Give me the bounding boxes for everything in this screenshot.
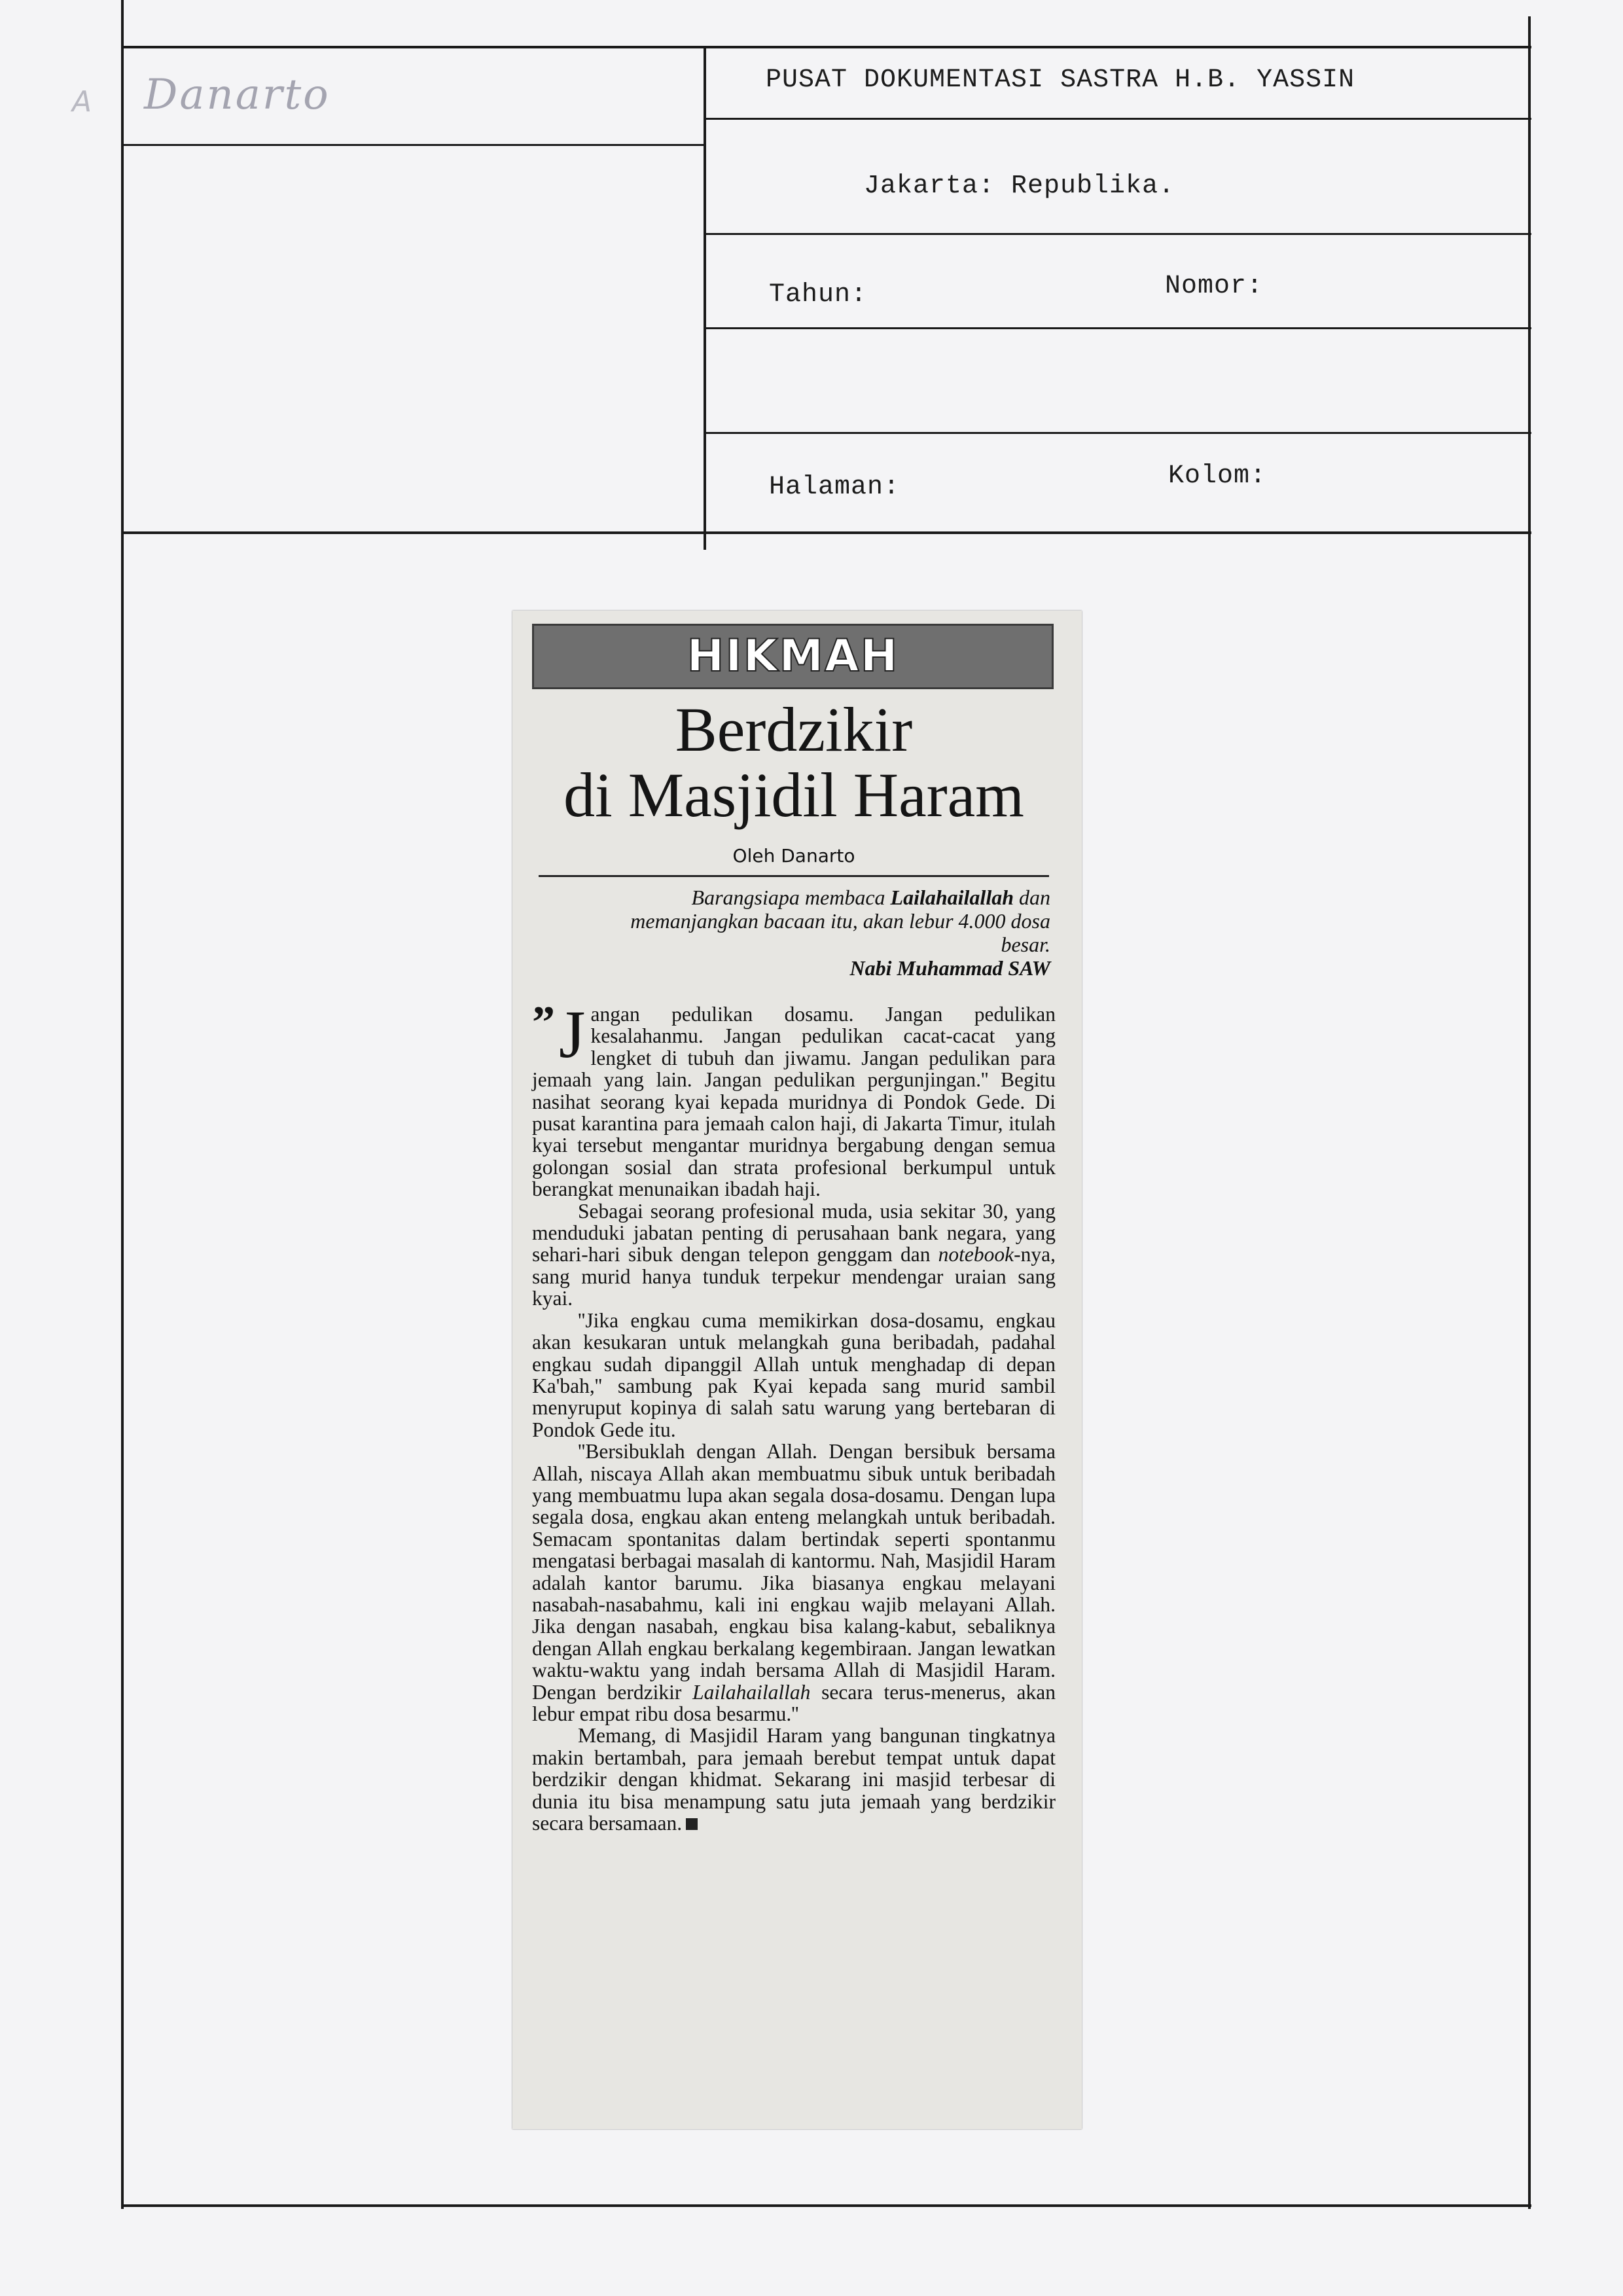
publisher-row-rule	[704, 233, 1531, 235]
paragraph-4-text-end: secara terus-menerus, akan lebur empat ribu dosa besarmu.''	[532, 1680, 1056, 1725]
author-cell-bottom-rule	[121, 144, 704, 146]
paragraph-4	[532, 1441, 1056, 1725]
card-right-border	[1528, 16, 1531, 2209]
epigraph-bold: Lailahailallah	[890, 886, 1014, 909]
article-body	[532, 997, 1056, 1835]
paragraph-4-italic: Lailahailallah	[692, 1680, 811, 1704]
blank-row-rule	[704, 432, 1531, 434]
newspaper-clipping	[512, 611, 1082, 2129]
epigraph-text-end: dan memanjangkan bacaan itu, akan lebur 4.000 dosa besar.	[630, 886, 1050, 956]
end-square-icon	[686, 1818, 698, 1830]
paragraph-1-text: angan pedulikan dosamu. Jangan pedulikan kesalahanmu. Jangan pedulikan cacat-cacat yang lengket di tubuh dan jiwamu. Jangan pedulikan para jemaah yang lain. Jangan pedulikan pergunjingan.'' Begitu nasihat seorang kyai kepada muridnya di Pondok Gede. Di pusat karantina para jemaah calon haji, di Jakarta Timur, itulah kyai tersebut mengantar muridnya bergabung dengan semua golongan sosial dan strata profesional berkumpul untuk berangkat menunaikan ibadah haji.	[532, 1003, 1056, 1201]
number-label: Nomor:	[1165, 272, 1264, 301]
epigraph-source: Nabi Muhammad SAW	[849, 956, 1050, 980]
epigraph-text: Barangsiapa membaca	[691, 886, 891, 909]
publisher-line: Jakarta: Republika.	[864, 171, 1175, 201]
paragraph-2	[532, 1200, 1056, 1310]
header-bottom-rule	[121, 531, 1531, 534]
drop-cap: J	[559, 997, 586, 1072]
card-top-border	[121, 46, 1531, 48]
paragraph-5-text: Memang, di Masjidil Haram yang bangunan tingkatnya makin bertambah, para jemaah berebut tempat untuk dapat berdzikir dengan khidmat. Sekarang ini masjid terbesar di dunia itu bisa menampung satu juta jemaah yang berdzikir secara bersamaan.	[532, 1724, 1056, 1835]
card-left-border	[121, 0, 124, 2209]
institution-name: PUSAT DOKUMENTASI SASTRA H.B. YASSIN	[766, 65, 1355, 95]
headline-line-1: Berdzikir	[675, 694, 913, 764]
paragraph-4-text: ''Bersibuklah dengan Allah. Dengan bersibuk bersama Allah, niscaya Allah akan membuatmu sibuk untuk beribadah yang membuatmu lupa akan segala dosa-dosamu. Dengan lupa segala dosa, engkau akan enteng melangkah untuk beribadah. Semacam spontanitas dalam bertindak seperti spontanmu mengatasi berbagai masalah di kantormu. Nah, Masjidil Haram adalah kantor barumu. Jika biasanya engkau melayani nasabah-nasabahmu, kali ini engkau wajib melayani Allah. Jika dengan nasabah, engkau bisa kalang-kabut, sebaliknya dengan Allah engkau berkalang kegembiraan. Jangan lewatkan waktu-waktu yang indah bersama Allah di Masjidil Haram. Dengan berdzikir	[532, 1440, 1056, 1704]
paragraph-1	[532, 997, 1056, 1201]
opening-quote: ”	[532, 997, 555, 1048]
paragraph-2-text: Sebagai seorang profesional muda, usia sekitar 30, yang menduduki jabatan penting di perusahaan bank negara, yang sehari-hari sibuk dengan telepon genggam dan	[532, 1199, 1056, 1266]
page-label: Halaman:	[769, 473, 901, 502]
paragraph-3: ''Jika engkau cuma memikirkan dosa-dosamu, engkau akan kesukaran untuk melangkah guna beribadah, padahal engkau sudah dipanggil Allah untuk menghadap di depan Ka'bah,'' sambung pak Kyai kepada sang murid sambil menyruput kopinya di salah satu warung yang bertebaran di Pondok Gede itu.	[532, 1308, 1056, 1441]
byline-rule	[539, 875, 1049, 877]
paragraph-2-italic: notebook	[938, 1243, 1014, 1266]
rubric-banner: HIKMAH	[532, 624, 1054, 689]
paragraph-2-text-end: -nya, sang murid hanya tunduk terpekur mendengar uraian sang kyai.	[532, 1243, 1056, 1310]
byline: Oleh Danarto	[732, 845, 855, 867]
epigraph	[591, 886, 1050, 980]
column-label: Kolom:	[1168, 461, 1267, 491]
year-label: Tahun:	[769, 280, 868, 310]
margin-mark: A	[72, 85, 92, 118]
article-headline	[512, 694, 1075, 830]
paragraph-5	[532, 1725, 1056, 1834]
card-bottom-border	[121, 2204, 1531, 2207]
header-vertical-divider	[704, 46, 706, 550]
author-handwritten: Danarto	[144, 71, 330, 119]
institution-row-rule	[704, 118, 1531, 120]
year-row-rule	[704, 327, 1531, 329]
headline-line-2: di Masjidil Haram	[563, 760, 1024, 830]
